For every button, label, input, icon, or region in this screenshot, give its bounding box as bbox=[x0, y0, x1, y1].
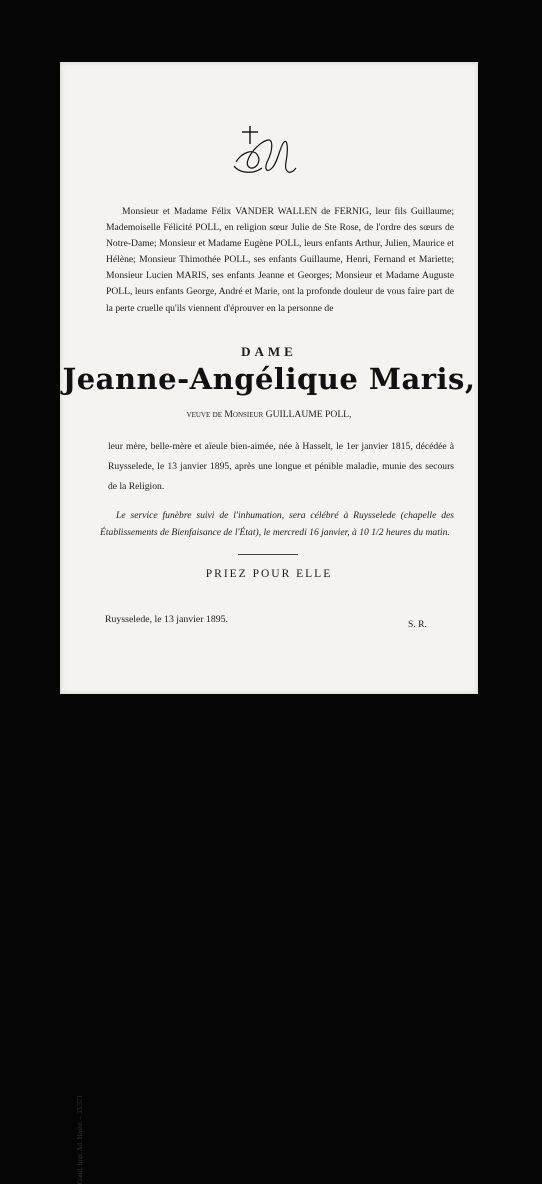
cross-monogram-icon bbox=[228, 122, 300, 184]
sr-mark: S. R. bbox=[408, 619, 427, 630]
service-paragraph: Le service funèbre suivi de l'inhumation, sera célébré à Ruysselede (chapelle des Établissements de Bienfaisance de l'État), le mercredi 16 janvier, à 10 1/2 heures du matin. bbox=[100, 510, 454, 538]
deceased-name: Jeanne-Angélique Maris, bbox=[62, 362, 476, 396]
title-dame: DAME bbox=[241, 344, 297, 359]
pray-for-her: PRIEZ POUR ELLE bbox=[205, 568, 333, 580]
death-paragraph: leur mère, belle-mère et aïeule bien-aimée, née à Hasselt, le 1er janvier 1815, décédée à Ruysselede, le 13 janvier 1895, après une longue et pénible maladie, munie des secours de la Religion. bbox=[108, 441, 454, 492]
printer-imprint: Gand, imp. Ad. Hoste. – 33.371 bbox=[76, 1094, 84, 1184]
place-date: Ruysselede, le 13 janvier 1895. bbox=[105, 614, 228, 625]
funeral-notice-card bbox=[60, 62, 478, 1184]
divider bbox=[238, 554, 298, 555]
widow-line: veuve de Monsieur GUILLAUME POLL, bbox=[186, 409, 352, 420]
family-paragraph: Monsieur et Madame Félix VANDER WALLEN de FERNIG, leur fils Guillaume; Mademoiselle Félicité POLL, en religion sœur Julie de Ste Rose, de l'ordre des sœurs de Notre-Dame; Monsieur et Madame Eugène POLL, leurs enfants Arthur, Julien, Maurice et Hélène; Monsieur Thimothée POLL, ses enfants Guillaume, Henri, Fernand et Mariette; Monsieur Lucien MARIS, ses enfants Jeanne et Georges; Monsieur et Madame Auguste POLL, leurs enfants George, André et Marie, ont la profonde douleur de vous faire part de la perte cruelle qu'ils viennent d'éprouver en la personne de bbox=[106, 206, 454, 314]
